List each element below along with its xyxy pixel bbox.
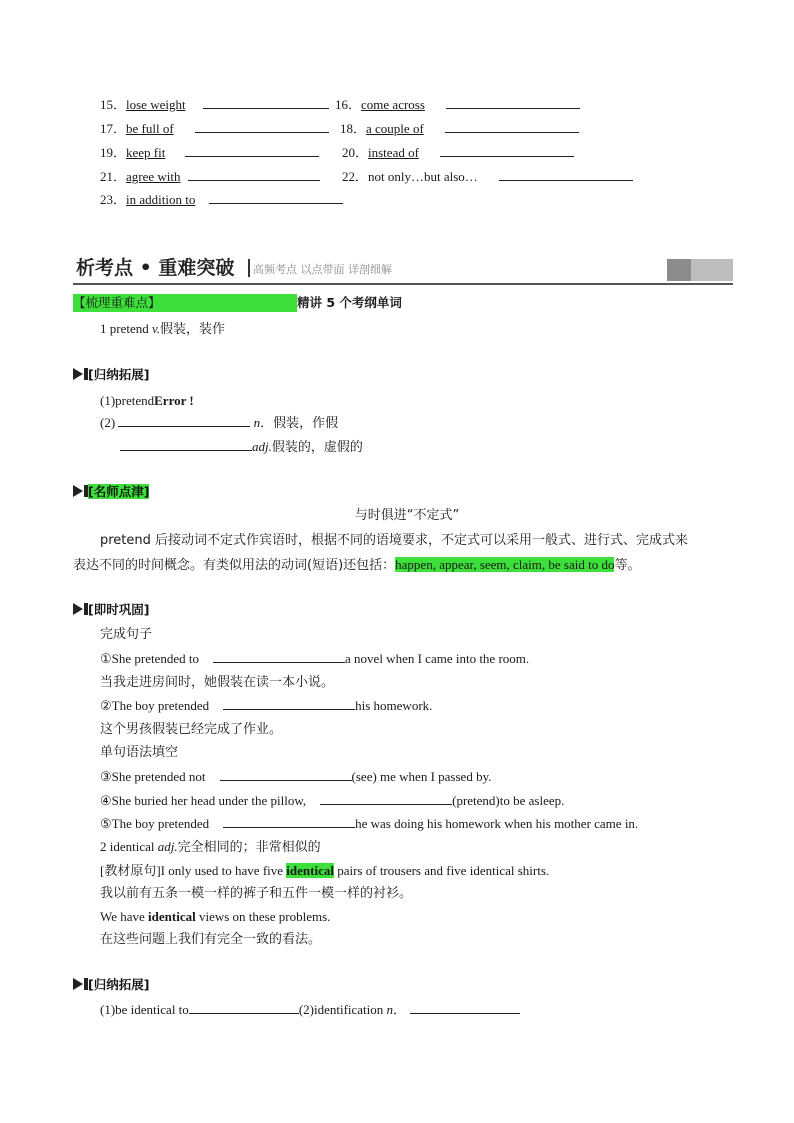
- decor-block-light: [691, 259, 733, 281]
- play-triangle-icon: [73, 485, 83, 497]
- phrase-22: 22．not only…but also…: [342, 168, 633, 186]
- word2-original-cn: 我以前有五条一模一样的裤子和五件一模一样的衬衫。: [100, 886, 413, 901]
- play-triangle-icon: [73, 368, 83, 380]
- practice-sub2: 单句语法填空: [100, 745, 179, 760]
- key-points-tag: 【梳理重难点】: [73, 294, 297, 312]
- sentence-3: ③She pretended not (see) me when I passed by.: [100, 769, 492, 784]
- word1-headword: 1 pretend v.假装，装作: [100, 321, 226, 337]
- sentence-2: ②The boy pretended his homework.: [100, 698, 433, 713]
- section-subtitle: 高频考点 以点带面 详剖细解: [253, 263, 392, 276]
- key-points-subtitle: 精讲 5 个考纲单词: [297, 295, 402, 310]
- phrase-19: 19．keep fit: [100, 144, 319, 162]
- play-triangle-icon: [73, 603, 83, 615]
- sentence-2-cn: 这个男孩假装已经完成了作业。: [100, 722, 283, 737]
- phrase-20: 20．instead of: [342, 144, 574, 162]
- word2-example: We have identical views on these problems.: [100, 909, 331, 924]
- word2-headword: 2 identical adj.完全相同的；非常相似的: [100, 839, 321, 855]
- word2-original-sentence: [教材原句]I only used to have five identical pairs of trousers and five identical shirts.: [100, 863, 550, 878]
- teacher-tips-line2: 表达不同的时间概念。有类似用法的动词(短语)还包括：happen, appear, seem, claim, be said to do等。: [73, 557, 641, 573]
- phrase-23: 23．in addition to: [100, 191, 343, 209]
- phrase-16: 16．come across: [335, 96, 580, 114]
- practice-label: [即时巩固]: [73, 600, 149, 619]
- sentence-4: ④She buried her head under the pillow, (pretend)to be asleep.: [100, 793, 565, 808]
- key-points-row: [73, 294, 402, 312]
- word2-expansions: (1)be identical to (2)identification n．: [100, 1001, 520, 1019]
- section-title: 析考点 • 重难突破: [76, 257, 235, 279]
- sentence-5: ⑤The boy pretended he was doing his homework when his mother came in.: [100, 816, 639, 831]
- word1-exp3: adj.假装的，虚假的: [120, 438, 363, 457]
- word2-expand-label: [归纳拓展]: [73, 975, 149, 994]
- practice-sub1: 完成句子: [100, 627, 153, 642]
- play-triangle-icon: [73, 978, 83, 990]
- phrase-21: 21．agree with: [100, 168, 320, 186]
- word1-exp2: (2) n．假装，作假: [100, 415, 339, 431]
- word1-expand-label: [归纳拓展]: [73, 365, 149, 384]
- sentence-1-cn: 当我走进房间时，她假装在读一本小说。: [100, 675, 335, 690]
- teacher-tips-label: [名师点津]: [73, 482, 149, 501]
- decor-block-dark: [667, 259, 691, 281]
- section-divider: [248, 259, 250, 277]
- phrase-18: 18．a couple of: [340, 120, 579, 138]
- sentence-1: ①She pretended to a novel when I came into the room.: [100, 651, 530, 666]
- highlighted-verbs: happen, appear, seem, claim, be said to do: [395, 557, 615, 572]
- section-header: [73, 253, 733, 285]
- word2-example-cn: 在这些问题上我们有完全一致的看法。: [100, 932, 322, 947]
- teacher-tips-title: 与时俱进“不定式”: [354, 508, 460, 523]
- word1-exp1: (1)pretendError !: [100, 393, 194, 408]
- phrase-15: 15．lose weight: [100, 96, 329, 114]
- phrase-17: 17．be full of: [100, 120, 329, 138]
- teacher-tips-line1: pretend 后接动词不定式作宾语时，根据不同的语境要求，不定式可以采用一般式、进行式、完成式来: [100, 533, 689, 548]
